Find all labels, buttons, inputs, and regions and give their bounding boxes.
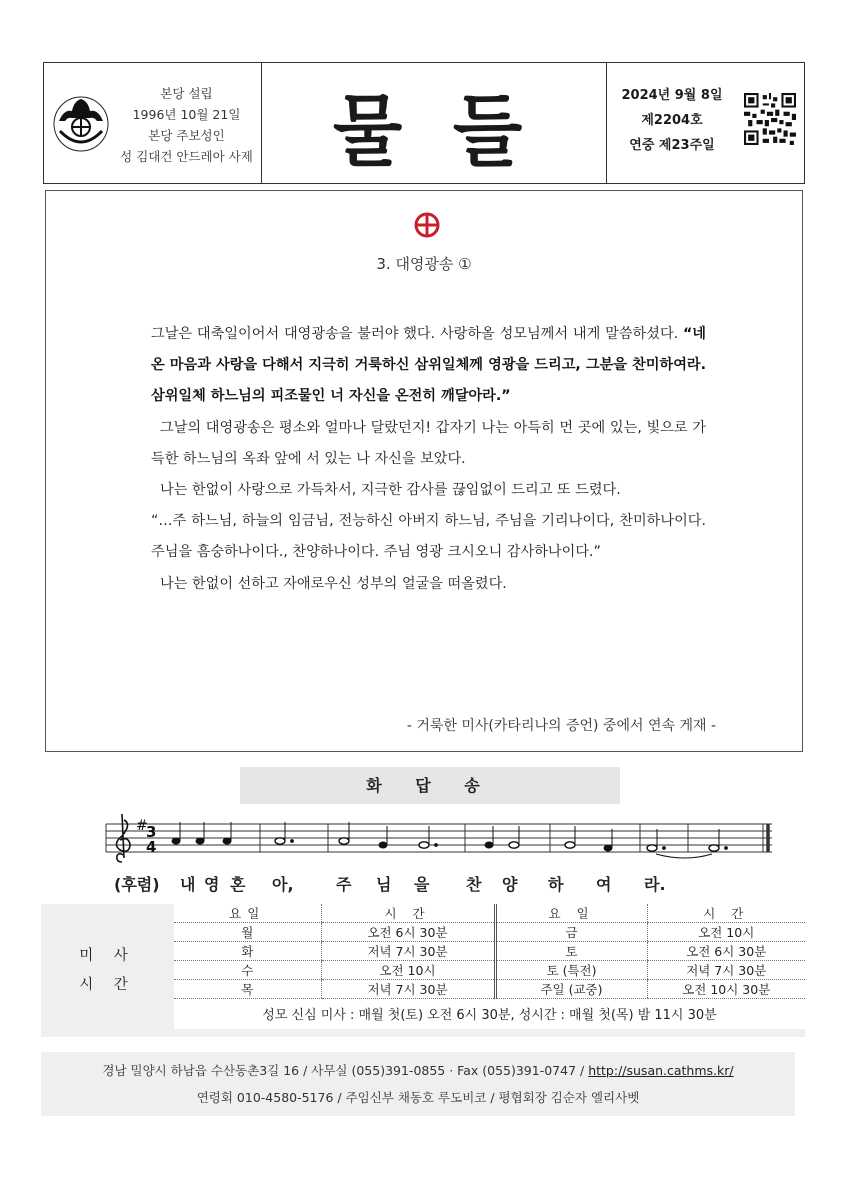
masthead-title: 물 들: [332, 86, 536, 177]
time-cell: 오전 6시 30분: [321, 923, 495, 942]
schedule-label-line-1: 미 사: [79, 947, 136, 964]
psalm-title: 화 답 송: [240, 767, 620, 804]
note-9: [509, 826, 519, 848]
staff-lines: [106, 824, 772, 852]
note-2: [196, 822, 204, 844]
note-8: [485, 826, 493, 848]
lyric-syllable: 영: [204, 875, 220, 894]
day-cell: 수: [174, 961, 321, 980]
note-6: [379, 826, 387, 848]
day-cell: 토: [495, 942, 647, 961]
founding-date: 1996년 10월 21일: [132, 107, 241, 122]
schedule-header-row: [174, 904, 805, 923]
note-4: [275, 822, 293, 844]
note-13: [709, 829, 727, 851]
schedule-note: 성모 신심 미사 : 매월 첫(토) 오전 6시 30분, 성시간 : 매월 첫(목) 밤 11시 30분: [262, 1008, 717, 1024]
mass-schedule: [41, 904, 805, 1037]
time-cell: 저녁 7시 30분: [321, 942, 495, 961]
issue-date: 2024년 9월 8일: [621, 88, 723, 103]
notes: [172, 822, 727, 858]
lyric-syllable: 님: [376, 875, 392, 894]
tie: [656, 854, 712, 858]
bulletin-footer: [41, 1052, 795, 1116]
time-signature-top: 3: [146, 823, 157, 841]
time-cell: 오전 10시: [321, 961, 495, 980]
red-cross-circle-icon: [413, 211, 441, 239]
refrain-label: (후렴): [114, 875, 160, 894]
article-paragraph-5: 나는 한없이 선하고 자애로우신 성부의 얼굴을 떠올렸다.: [160, 575, 507, 592]
patron-saint: 성 김대건 안드레아 사제: [120, 149, 253, 164]
article-body: [151, 319, 706, 600]
note-7: [419, 826, 437, 848]
paragraph-1-quote: “네 온 마음과 사랑을 다해서 지극히 거룩하신 삼위일체께 영광을 드리고, 그분을 찬미하여라. 삼위일체 하느님의 피조물인 너 자신을 온전히 깨달아라.”: [151, 326, 706, 405]
article-source: - 거룩한 미사(카타리나의 증언) 중에서 연속 게재 -: [406, 718, 716, 734]
lyric-syllable: 라.: [644, 875, 666, 894]
day-cell: 목: [174, 980, 321, 999]
lyric-syllable: 양: [502, 875, 518, 894]
lyric-syllable: 내: [180, 875, 196, 894]
parish-logo-icon: [50, 91, 112, 153]
article-paragraph-2: 그날의 대영광송은 평소와 얼마나 달랐던지! 갑자기 나는 아득히 먼 곳에 있는, 빛으로 가득한 하느님의 옥좌 앞에 서 있는 나 자신을 보았다.: [151, 419, 706, 467]
issue-number: 제2204호: [641, 113, 703, 128]
founding-label: 본당 설립: [160, 86, 213, 101]
masthead-box: [262, 63, 606, 183]
table-row: [174, 923, 805, 942]
bulletin-header: [43, 62, 805, 184]
schedule-table: [174, 904, 805, 1029]
time-cell: 저녁 7시 30분: [321, 980, 495, 999]
note-1: [172, 822, 180, 844]
time-cell: 저녁 7시 30분: [647, 961, 805, 980]
schedule-note-row: [174, 999, 805, 1029]
day-cell: 토 (특전): [495, 961, 647, 980]
music-score: [100, 810, 780, 870]
table-row: [174, 980, 805, 999]
note-11: [604, 829, 612, 851]
header-day-2: 요 일: [495, 904, 647, 923]
time-cell: 오전 10시: [647, 923, 805, 942]
lyric-syllable: 을: [414, 875, 430, 894]
lyric-syllable: 혼: [230, 875, 246, 894]
note-5: [339, 822, 349, 844]
lyric-syllable: 찬: [466, 875, 482, 894]
day-cell: 주일 (교중): [495, 980, 647, 999]
article-title: 3. 대영광송 ①: [376, 255, 472, 273]
footer-address: 경남 밀양시 하남읍 수산동촌3길 16 / 사무실 (055)391-0855 · Fax (055)391-0747 /: [102, 1063, 589, 1078]
lyric-syllable: 아,: [272, 875, 294, 894]
table-row: [174, 942, 805, 961]
header-day-1: 요일: [174, 904, 321, 923]
issue-info-box: [606, 63, 804, 183]
lyric-syllable: 하: [548, 875, 564, 894]
time-cell: 오전 10시 30분: [647, 980, 805, 999]
time-cell: 오전 6시 30분: [647, 942, 805, 961]
day-cell: 월: [174, 923, 321, 942]
parish-info-box: [44, 63, 262, 183]
parish-website-link[interactable]: http://susan.cathms.kr/: [588, 1063, 734, 1078]
day-cell: 금: [495, 923, 647, 942]
note-10: [565, 826, 575, 848]
article-paragraph-3: 나는 한없이 사랑으로 가득차서, 지극한 감사를 끊임없이 드리고 또 드렸다.: [160, 482, 621, 499]
footer-contacts: 연령회 010-4580-5176 / 주임신부 채동호 루도비코 / 평협회장 김순자 엘리사벳: [196, 1090, 640, 1105]
note-3: [223, 822, 231, 844]
schedule-label: [41, 904, 174, 1037]
psalm-lyrics: [108, 872, 788, 898]
schedule-label-line-2: 시 간: [79, 976, 136, 993]
footer-address-line: [41, 1057, 795, 1084]
header-time-2: 시 간: [647, 904, 805, 923]
liturgical-week: 연중 제23주일: [629, 138, 715, 153]
time-signature-bottom: 4: [146, 838, 157, 856]
patron-label: 본당 주보성인: [148, 128, 225, 143]
issue-info: [613, 83, 731, 158]
day-cell: 화: [174, 942, 321, 961]
lyric-syllable: 여: [596, 875, 612, 894]
article-paragraph-4: “…주 하느님, 하늘의 임금님, 전능하신 아버지 하느님, 주님을 기리나이다, 찬미하나이다. 주님을 흠숭하나이다., 찬양하나이다. 주님 영광 크시오니 감사하나이다.”: [151, 513, 706, 561]
paragraph-1-text: 그날은 대축일이어서 대영광송을 불러야 했다. 사랑하올 성모님께서 내게 말씀하셨다.: [151, 326, 683, 342]
table-row: [174, 961, 805, 980]
note-12: [647, 829, 665, 851]
qr-code-icon[interactable]: [744, 93, 796, 145]
lyric-syllable: 주: [336, 875, 352, 894]
article-paragraph-1: [151, 319, 706, 413]
article-box: [45, 190, 803, 752]
header-time-1: 시 간: [321, 904, 495, 923]
sharp-sign: #: [136, 818, 148, 834]
parish-founding-info: [114, 83, 259, 167]
